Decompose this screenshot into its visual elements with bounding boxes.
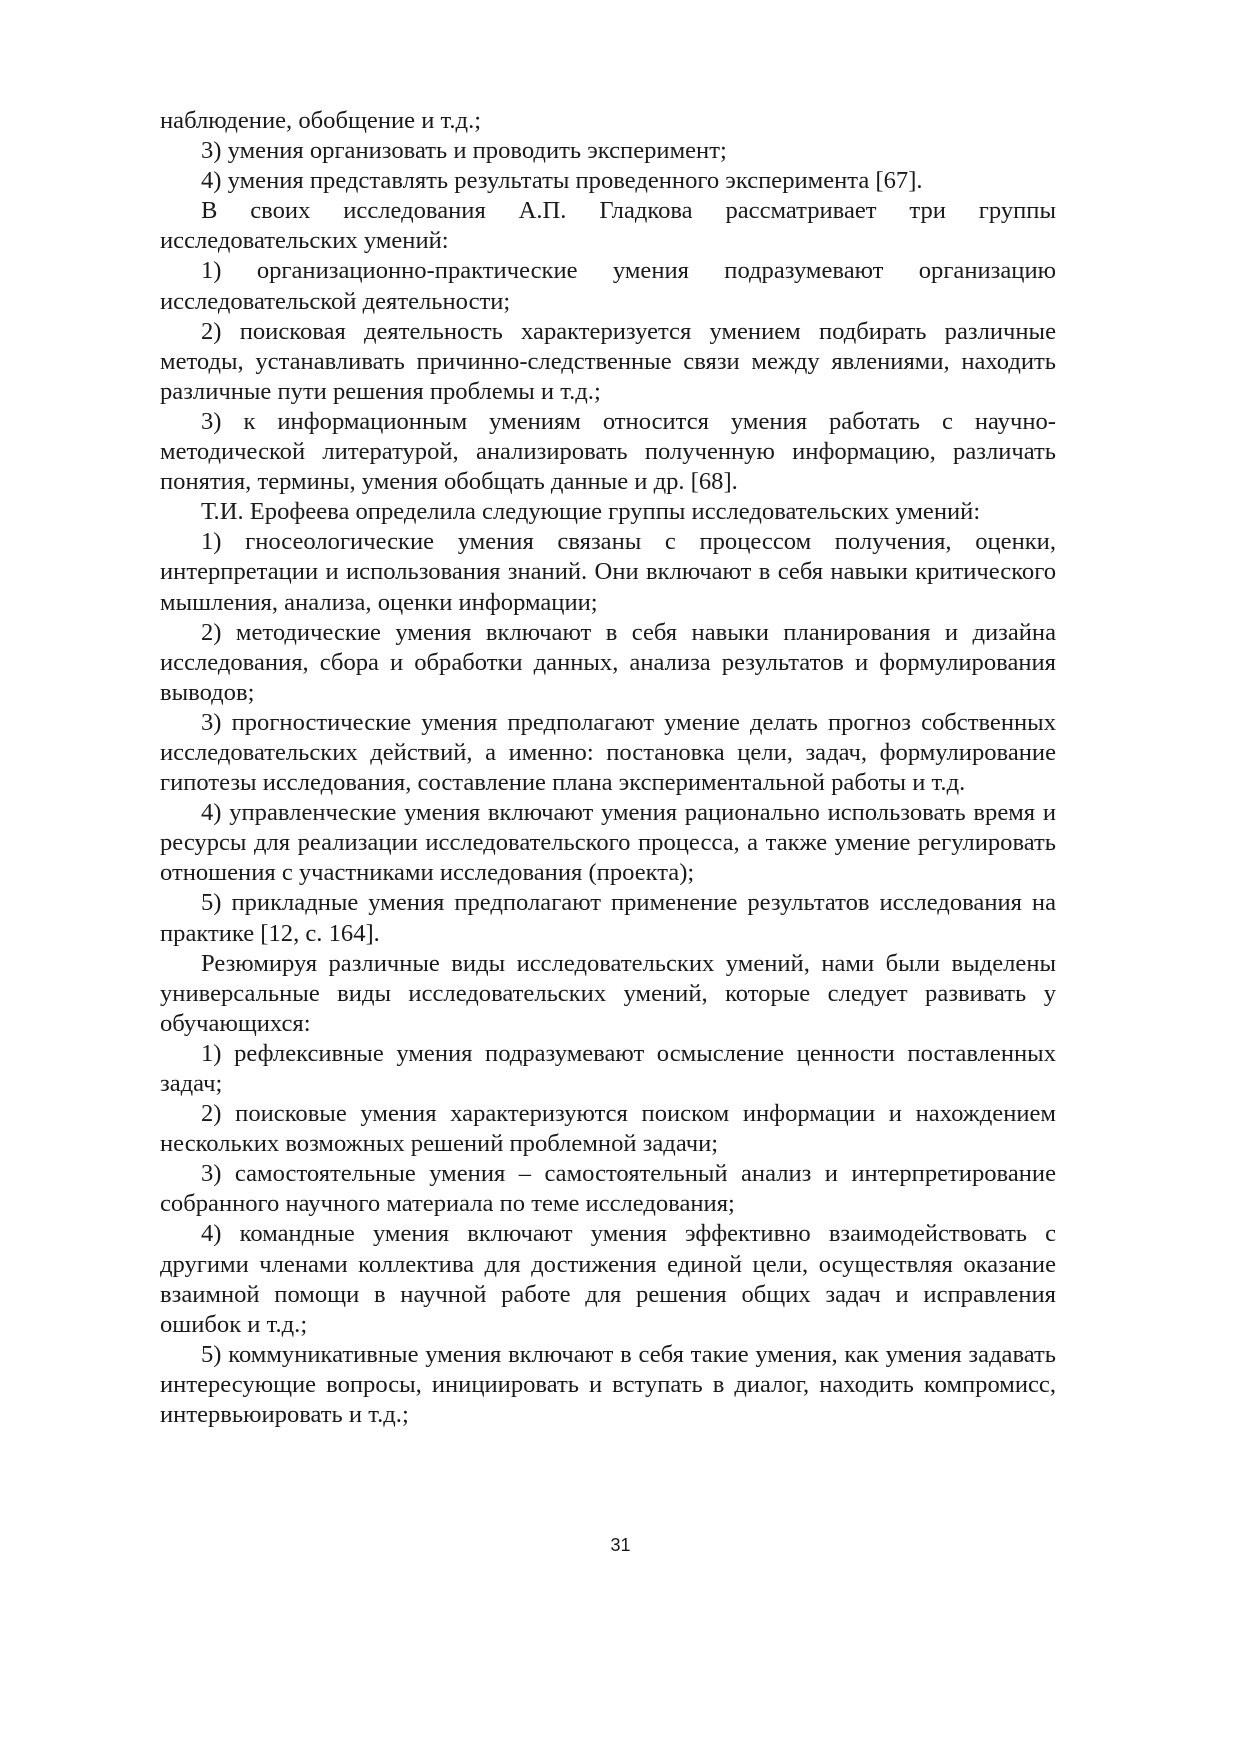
list-item-gladkova-3: 3) к информационным умениям относится умения работать с научно-методической литературой, анализировать полученную информацию, различать понятия, термины, умения обобщать данные и др. [68].: [160, 407, 1056, 496]
paragraph-summary-intro: Резюмируя различные виды исследовательских умений, нами были выделены универсальные виды исследовательских умений, которые следует развивать у обучающихся:: [160, 949, 1056, 1037]
list-item-experiment-present: 4) умения представлять результаты проведенного эксперимента [67].: [201, 167, 923, 195]
document-page-body: [160, 106, 1056, 1430]
list-item-erofeeva-5: 5) прикладные умения предполагают применение результатов исследования на практике [12, с. 164].: [160, 889, 1056, 947]
list-item-universal-3: 3) самостоятельные умения – самостоятельный анализ и интерпретирование собранного научного материала по теме исследования;: [160, 1160, 1056, 1218]
paragraph-continuation: наблюдение, обобщение и т.д.;: [160, 107, 482, 134]
list-item-erofeeva-3: 3) прогностические умения предполагают умение делать прогноз собственных исследовательских действий, а именно: постановка цели, задач, формулирование гипотезы исследования, составление плана экспериментальной работы и т.д.: [160, 708, 1056, 797]
list-item-universal-5: 5) коммуникативные умения включают в себя такие умения, как умения задавать интересующие вопросы, инициировать и вступать в диалог, находить компромисс, интервьюировать и т.д.;: [160, 1340, 1056, 1429]
paragraph-erofeeva-intro: Т.И. Ерофеева определила следующие группы исследовательских умений:: [201, 498, 981, 526]
paragraph-gladkova-intro: В своих исследования А.П. Гладкова рассматривает три группы исследовательских умений:: [160, 197, 1056, 255]
list-item-universal-4: 4) командные умения включают умения эффективно взаимодействовать с другими членами коллектива для достижения единой цели, осуществляя оказание взаимной помощи в научной работе для решения общих задач и исправления ошибок и т.д.;: [160, 1220, 1056, 1338]
list-item-gladkova-1: 1) организационно-практические умения подразумевают организацию исследовательской деятельности;: [160, 257, 1056, 315]
page-number: 31: [610, 1535, 631, 1555]
list-item-erofeeva-4: 4) управленческие умения включают умения рационально использовать время и ресурсы для реализации исследовательского процесса, а также умение регулировать отношения с участниками исследования (проекта);: [160, 799, 1056, 887]
list-item-erofeeva-2: 2) методические умения включают в себя навыки планирования и дизайна исследования, сбора и обработки данных, анализа результатов и формулирования выводов;: [160, 618, 1056, 706]
list-item-experiment-organize: 3) умения организовать и проводить эксперимент;: [201, 137, 727, 165]
list-item-gladkova-2: 2) поисковая деятельность характеризуется умением подбирать различные методы, устанавливать причинно-следственные связи между явлениями, находить различные пути решения проблемы и т.д.;: [160, 317, 1056, 405]
list-item-universal-1: 1) рефлексивные умения подразумевают осмысление ценности поставленных задач;: [160, 1039, 1056, 1097]
list-item-universal-2: 2) поисковые умения характеризуются поиском информации и нахождением нескольких возможных решений проблемной задачи;: [160, 1100, 1056, 1158]
list-item-erofeeva-1: 1) гносеологические умения связаны с процессом получения, оценки, интерпретации и использования знаний. Они включают в себя навыки критического мышления, анализа, оценки информации;: [160, 528, 1056, 616]
